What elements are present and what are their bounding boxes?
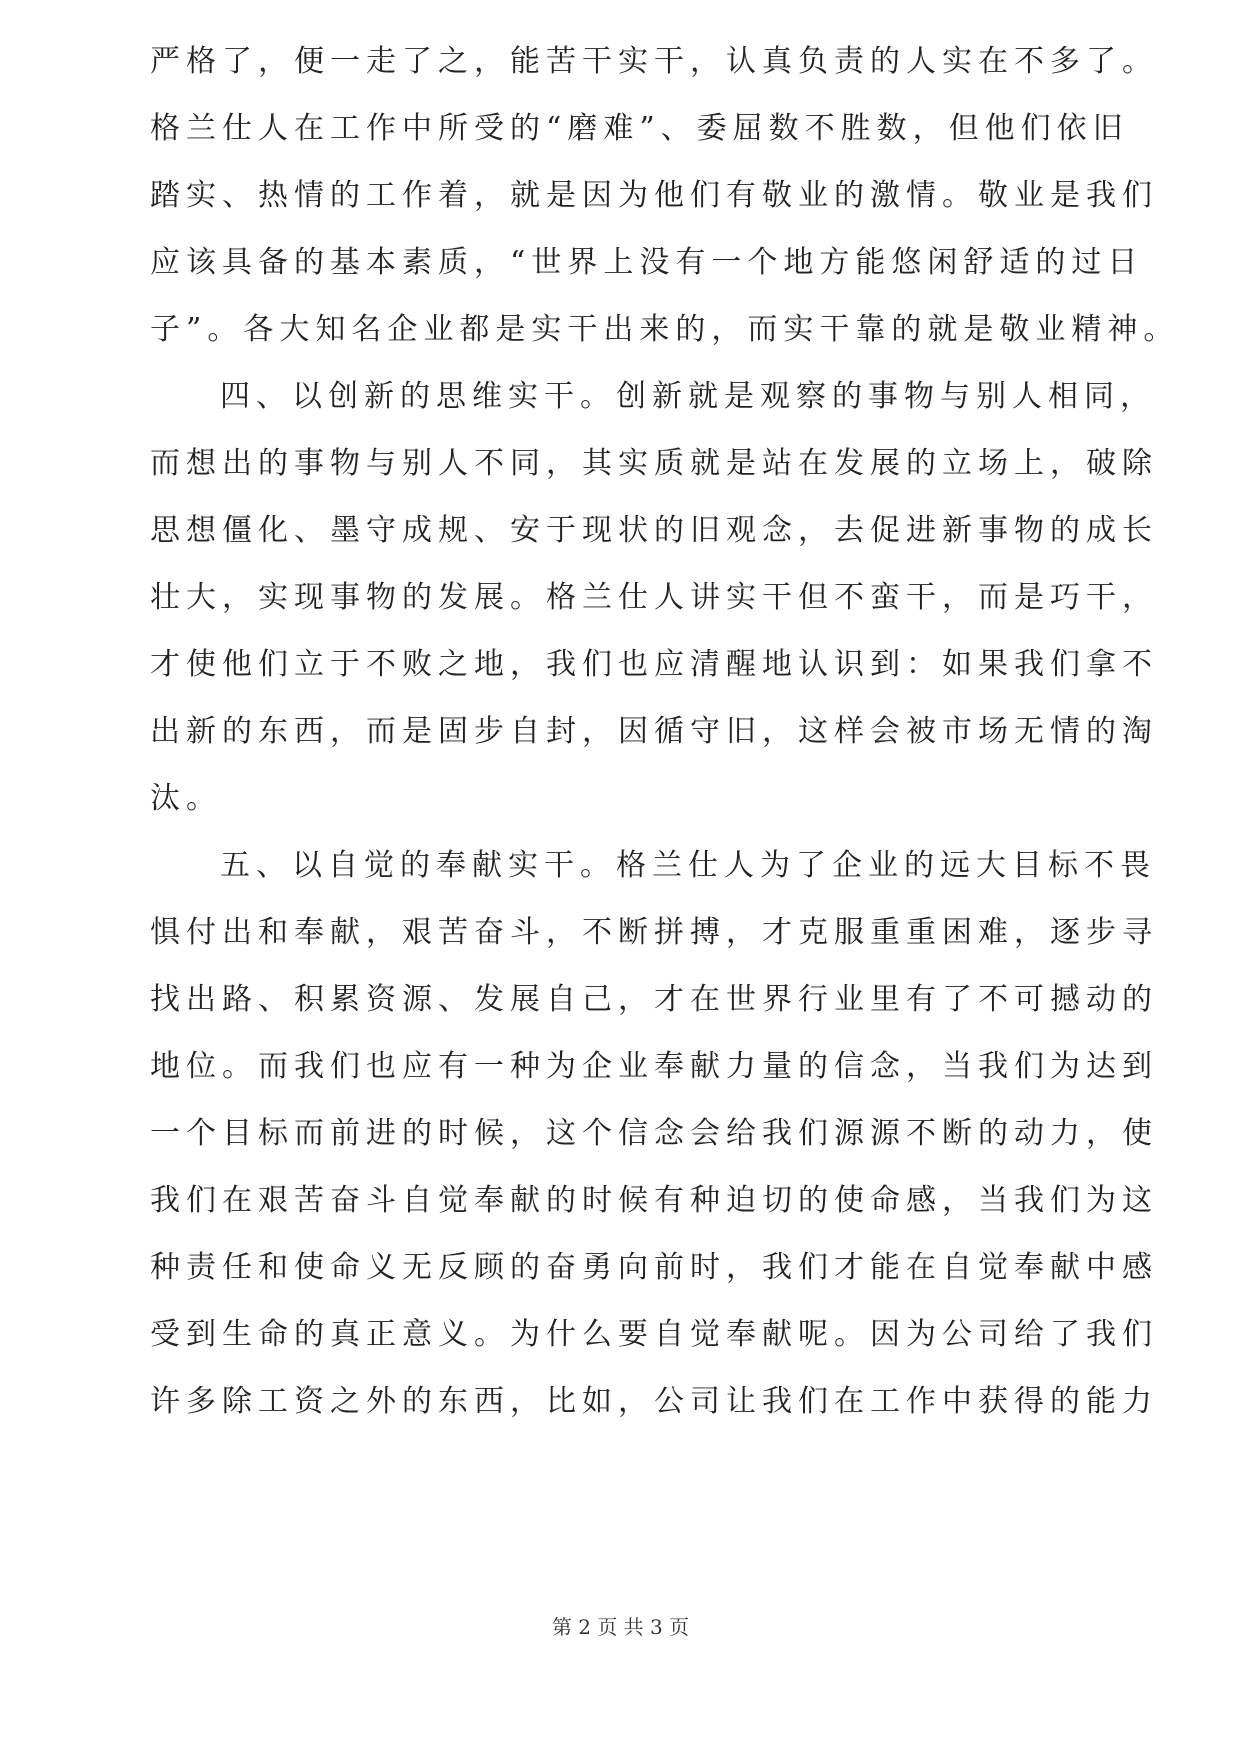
text-line: 种责任和使命义无反顾的奋勇向前时，我们才能在自觉奉献中感 [150,1250,1158,1285]
text-line: 壮大，实现事物的发展。格兰仕人讲实干但不蛮干，而是巧干， [150,580,1158,615]
page-number-footer: 第 2 页 共 3 页 [551,1615,690,1639]
paragraph-5-first-line: 五、以自觉的奉献实干。格兰仕人为了企业的远大目标不畏 [220,848,1156,883]
text-line: 汰。 [150,781,222,816]
text-line: 格兰仕人在工作中所受的“磨难”、委屈数不胜数，但他们依旧 [150,111,1129,146]
text-line: 踏实、热情的工作着，就是因为他们有敬业的激情。敬业是我们 [150,178,1158,213]
text-line: 受到生命的真正意义。为什么要自觉奉献呢。因为公司给了我们 [150,1317,1158,1352]
text-line: 地位。而我们也应有一种为企业奉献力量的信念，当我们为达到 [150,1049,1158,1084]
text-line: 许多除工资之外的东西，比如，公司让我们在工作中获得的能力 [150,1384,1158,1419]
text-line: 严格了，便一走了之，能苦干实干，认真负责的人实在不多了。 [150,44,1158,79]
text-line: 子”。各大知名企业都是实干出来的，而实干靠的就是敬业精神。 [150,312,1180,347]
text-line: 而想出的事物与别人不同，其实质就是站在发展的立场上，破除 [150,446,1158,481]
text-line: 应该具备的基本素质，“世界上没有一个地方能悠闲舒适的过日 [150,245,1144,280]
text-line: 找出路、积累资源、发展自己，才在世界行业里有了不可撼动的 [150,982,1158,1017]
text-line: 出新的东西，而是固步自封，因循守旧，这样会被市场无情的淘 [150,714,1158,749]
text-line: 一个目标而前进的时候，这个信念会给我们源源不断的动力，使 [150,1116,1158,1151]
paragraph-4-first-line: 四、以创新的思维实干。创新就是观察的事物与别人相同， [220,379,1156,414]
text-line: 才使他们立于不败之地，我们也应清醒地认识到：如果我们拿不 [150,647,1158,682]
text-line: 思想僵化、墨守成规、安于现状的旧观念，去促进新事物的成长 [150,513,1158,548]
text-line: 惧付出和奉献，艰苦奋斗，不断拼搏，才克服重重困难，逐步寻 [150,915,1158,950]
text-line: 我们在艰苦奋斗自觉奉献的时候有种迫切的使命感，当我们为这 [150,1183,1158,1218]
